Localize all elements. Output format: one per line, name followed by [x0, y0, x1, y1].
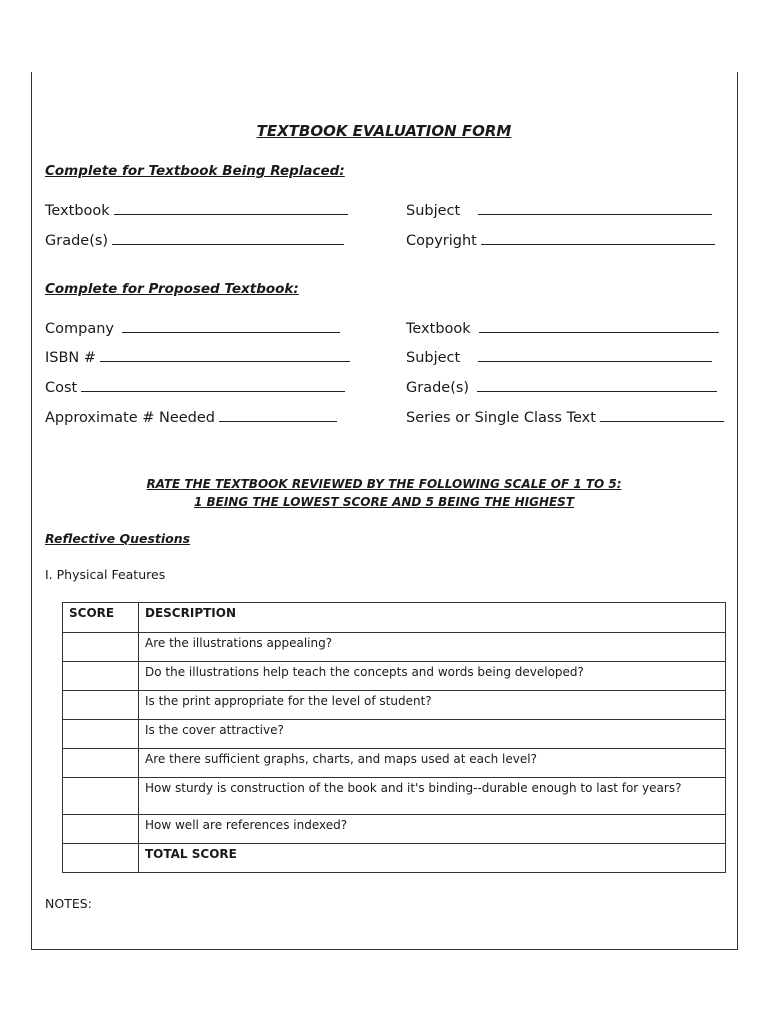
- table-row: [63, 691, 726, 720]
- description-cell: Is the print appropriate for the level of student?: [139, 691, 726, 720]
- table-row: [63, 720, 726, 749]
- proposed-grades-field[interactable]: [406, 379, 717, 396]
- description-cell: Is the cover attractive?: [139, 720, 726, 749]
- replaced-grades-label: Grade(s): [45, 233, 109, 249]
- physical-features-heading: I. Physical Features: [45, 567, 166, 582]
- replaced-subject-label: Subject: [406, 203, 461, 219]
- proposed-textbook-field[interactable]: [406, 320, 719, 337]
- proposed-company-label: Company: [45, 321, 114, 337]
- proposed-cost-line[interactable]: [81, 379, 345, 392]
- proposed-subject-line[interactable]: [478, 349, 712, 362]
- proposed-isbn-line[interactable]: [100, 349, 350, 362]
- proposed-subject-field[interactable]: [406, 349, 712, 366]
- proposed-grades-line[interactable]: [477, 379, 717, 392]
- rating-instructions-line1: RATE THE TEXTBOOK REVIEWED BY THE FOLLOWING SCALE OF 1 TO 5:: [146, 477, 622, 491]
- description-cell: Do the illustrations help teach the concepts and words being developed?: [139, 662, 726, 691]
- proposed-approx-needed-line[interactable]: [219, 409, 337, 422]
- proposed-approx-needed-label: Approximate # Needed: [45, 410, 216, 426]
- proposed-company-field[interactable]: [45, 320, 340, 337]
- score-cell[interactable]: [63, 778, 139, 815]
- replaced-textbook-label: Textbook: [45, 203, 110, 219]
- table-row: [63, 815, 726, 844]
- reflective-questions-heading: Reflective Questions: [45, 531, 191, 546]
- proposed-grades-label: Grade(s): [406, 380, 470, 396]
- total-row: [63, 844, 726, 873]
- replaced-textbook-line[interactable]: [114, 202, 348, 215]
- replaced-copyright-label: Copyright: [406, 233, 477, 249]
- score-cell[interactable]: [63, 691, 139, 720]
- proposed-isbn-field[interactable]: [45, 349, 350, 366]
- replaced-subject-line[interactable]: [478, 202, 712, 215]
- proposed-approx-needed-field[interactable]: [45, 409, 337, 426]
- replaced-textbook-field[interactable]: [45, 202, 348, 219]
- proposed-company-line[interactable]: [122, 320, 340, 333]
- description-cell: Are the illustrations appealing?: [139, 633, 726, 662]
- form-title: TEXTBOOK EVALUATION FORM: [256, 122, 512, 140]
- total-score-cell[interactable]: [63, 844, 139, 873]
- replaced-grades-field[interactable]: [45, 232, 344, 249]
- proposed-subject-label: Subject: [406, 350, 461, 366]
- replaced-copyright-line[interactable]: [481, 232, 715, 245]
- rating-instructions-line2: 1 BEING THE LOWEST SCORE AND 5 BEING THE HIGHEST: [193, 495, 575, 509]
- proposed-series-label: Series or Single Class Text: [406, 410, 596, 426]
- total-score-label: TOTAL SCORE: [139, 844, 726, 873]
- proposed-isbn-label: ISBN #: [45, 350, 97, 366]
- score-header: SCORE: [63, 603, 139, 633]
- proposed-heading: Complete for Proposed Textbook:: [45, 281, 299, 297]
- notes-label: NOTES:: [45, 896, 92, 911]
- replaced-subject-field[interactable]: [406, 202, 712, 219]
- score-cell[interactable]: [63, 815, 139, 844]
- proposed-textbook-line[interactable]: [479, 320, 719, 333]
- table-row: [63, 749, 726, 778]
- table-row: [63, 778, 726, 815]
- table-header-row: [63, 603, 726, 633]
- replaced-grades-line[interactable]: [112, 232, 344, 245]
- table-row: [63, 633, 726, 662]
- proposed-cost-field[interactable]: [45, 379, 345, 396]
- proposed-cost-label: Cost: [45, 380, 78, 396]
- description-cell: How sturdy is construction of the book and it's binding--durable enough to last for years?: [139, 778, 726, 815]
- score-cell[interactable]: [63, 749, 139, 778]
- proposed-series-field[interactable]: [406, 409, 724, 426]
- proposed-series-line[interactable]: [600, 409, 724, 422]
- table-row: [63, 662, 726, 691]
- score-table: [62, 602, 726, 873]
- proposed-textbook-label: Textbook: [406, 321, 471, 337]
- score-cell[interactable]: [63, 662, 139, 691]
- replaced-heading: Complete for Textbook Being Replaced:: [45, 163, 345, 179]
- description-header: DESCRIPTION: [139, 603, 726, 633]
- score-cell[interactable]: [63, 720, 139, 749]
- description-cell: How well are references indexed?: [139, 815, 726, 844]
- replaced-copyright-field[interactable]: [406, 232, 715, 249]
- score-cell[interactable]: [63, 633, 139, 662]
- description-cell: Are there sufficient graphs, charts, and maps used at each level?: [139, 749, 726, 778]
